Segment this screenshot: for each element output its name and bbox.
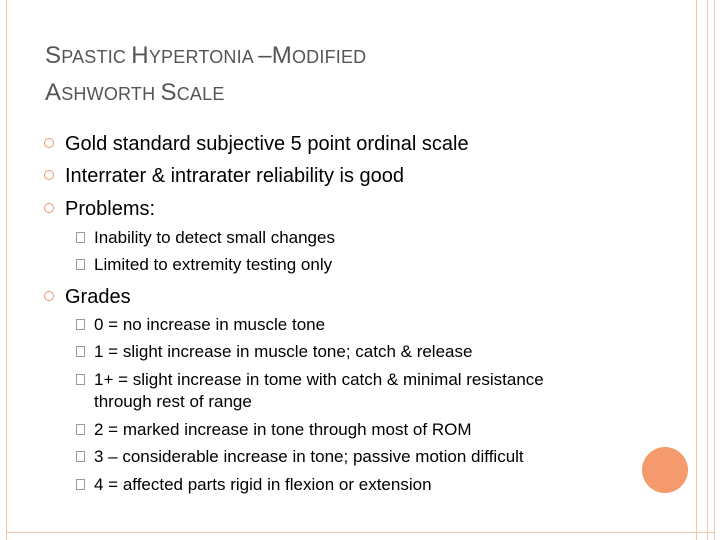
title-word: A <box>45 79 62 106</box>
ring-bullet-icon <box>44 203 54 213</box>
box-bullet-icon <box>76 346 85 357</box>
slide-title <box>45 38 645 112</box>
frame-line-right-1 <box>696 0 697 540</box>
box-bullet-icon <box>76 232 85 243</box>
box-bullet-icon <box>76 259 85 270</box>
title-word: S <box>45 42 62 69</box>
ring-bullet-icon <box>44 291 54 301</box>
sub-bullet-text: Limited to extremity testing only <box>94 255 333 274</box>
accent-circle <box>642 447 688 493</box>
ring-bullet-icon <box>44 138 54 148</box>
title-word: ODIFIED <box>291 47 367 67</box>
title-word: YPERTONIA <box>148 47 259 67</box>
bullet-text: Gold standard subjective 5 point ordinal scale <box>65 133 469 155</box>
title-word: SHWORTH <box>61 84 161 104</box>
grade-text: 1 = slight increase in muscle tone; catch & release <box>94 342 473 361</box>
grade-text: 1+ = slight increase in tome with catch & minimal resistance <box>94 370 544 389</box>
ring-bullet-icon <box>44 170 54 180</box>
grade-text: 3 – considerable increase in tone; passive motion difficult <box>94 447 524 466</box>
bullet-text: Grades <box>65 286 131 308</box>
title-word: PASTIC <box>61 47 132 67</box>
bullet-text: Problems: <box>65 198 156 220</box>
title-word: H <box>131 42 149 69</box>
frame-line-left <box>6 0 7 540</box>
title-word: –M <box>258 42 292 69</box>
grade-text: 0 = no increase in muscle tone <box>94 315 326 334</box>
title-word: CALE <box>176 84 225 104</box>
title-line-1 <box>45 38 645 75</box>
title-word: S <box>160 79 177 106</box>
frame-line-bottom <box>6 532 714 533</box>
box-bullet-icon <box>76 319 85 330</box>
grade-text-continued: through rest of range <box>94 392 252 411</box>
frame-line-right-2 <box>707 0 708 540</box>
grade-text: 4 = affected parts rigid in flexion or extension <box>94 475 432 494</box>
title-line-2 <box>45 75 645 112</box>
box-bullet-icon <box>76 374 85 385</box>
sub-bullet-text: Inability to detect small changes <box>94 228 335 247</box>
box-bullet-icon <box>76 451 85 462</box>
box-bullet-icon <box>76 424 85 435</box>
frame-line-right-3 <box>714 0 715 540</box>
grade-text: 2 = marked increase in tone through most of ROM <box>94 420 472 439</box>
bullet-text: Interrater & intrarater reliability is good <box>65 165 405 187</box>
box-bullet-icon <box>76 479 85 490</box>
